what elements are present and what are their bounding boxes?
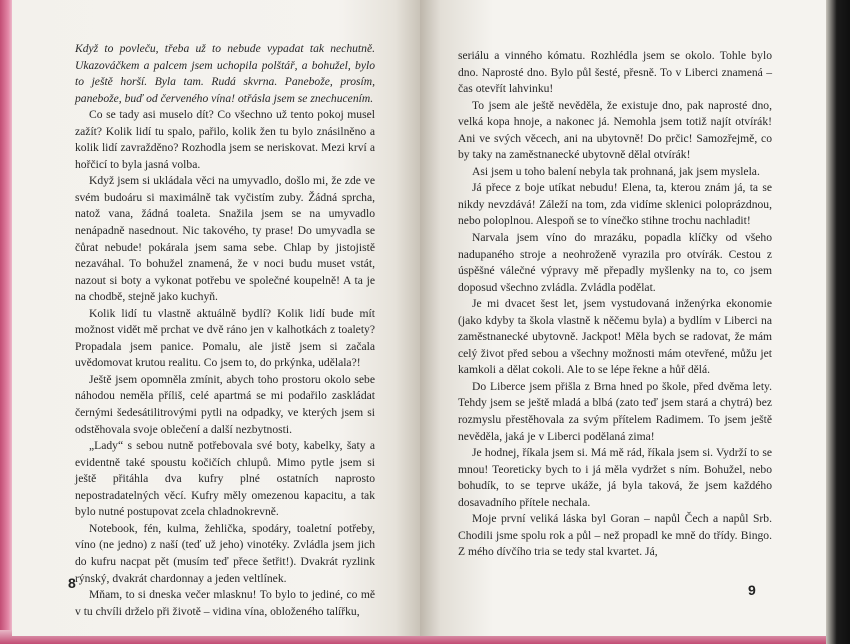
- page-number-right: 9: [748, 582, 756, 598]
- right-paragraph: seriálu a vinného kómatu. Rozhlédla jsem se okolo. Tohle bylo dno. Naprosté dno. Bylo půl šesté, přesně. To v Liberci znamená – čas otevřít lahvinku!: [458, 49, 772, 96]
- left-paragraph: Ještě jsem opomněla zmínit, abych toho prostoru okolo sebe náhodou neměla příliš, celé apartmá se mi podařilo zaskládat černými šedesátilitrovými pytli na odpadky, ve kterých jsem si odstěhovala svoje oblečení a další nezbytnosti.: [75, 372, 375, 436]
- left-page-text: [75, 41, 375, 620]
- left-paragraph: Kolik lidí tu vlastně aktuálně bydlí? Kolik lidí bude mít možnost vidět mě prchat ve dvě ráno jen v kalhotkách z toalety? Propadala jsem panice. Pomalu, ale jistě jsem si začala uvědomovat krutou realitu. Co jsem to, do prkýnka, udělala?!: [75, 306, 375, 370]
- right-page-text: [458, 48, 772, 561]
- left-paragraph: Notebook, fén, kulma, žehlička, spodáry, toaletní potřeby, víno (ne jedno) z naší (teď už jeho) vinotéky. Zvládla jsem jich do kufru nacpat pět (musím teď přece šetřit!). Dvakrát ryzlink rýnský, dvakrát chardonnay a jeden veltlínek.: [75, 521, 375, 585]
- right-paragraph: Do Liberce jsem přišla z Brna hned po škole, před dvěma lety. Tehdy jsem se ještě mladá a blbá (zato teď jsem stará a chytrá) bez rozmyslu přestěhovala za svým přítelem Radimem. To jsem ještě nevěděla, jaká je v Liberci podělaná zima!: [458, 379, 772, 443]
- right-paragraph: To jsem ale ještě nevěděla, že existuje dno, pak naprosté dno, velká kopa hnoje, a nakonec já. Nemohla jsem totiž najít otvírák! Ani ve svých věcech, ani na ubytovně! Do prčic! Samozřejmě, co by taky na zaměstnanecké ubytovně dělal otvírák!: [458, 98, 772, 162]
- right-page: [420, 0, 826, 636]
- right-paragraph: Asi jsem u toho balení nebyla tak prohnaná, jak jsem myslela.: [472, 164, 760, 178]
- left-paragraph: Když jsem si ukládala věci na umyvadlo, došlo mi, že zde ve svém budoáru si maximálně tak vyčistím zuby. Žádná sprcha, natož vana, žádná toaleta. Snažila jsem se na umyvadlo nenápadně nasednout. Nic takového, ty prase! Do umyvadla se čůrat nebude! pokárala jsem sama sebe. Chlap by jistojistě nezaváhal. To bohužel znamená, že v noci budu muset vstát, nazout si boty a vykonat potřebu ve společné koupelně! A ta je na chodbě, stejně jako kuchyň.: [75, 174, 375, 304]
- page-number-left: 8: [68, 575, 76, 591]
- right-paragraph: Narvala jsem víno do mrazáku, popadla klíčky od všeho nadupaného stroje a neohroženě vyrazila pro otvírák. Cestou z úspěšné válečné výpravy mě přepadly myšlenky na to, co jsem doposud všechno zvládla. Zvládla podělat.: [458, 231, 772, 294]
- left-paragraph: Co se tady asi muselo dít? Co všechno už tento pokoj musel zažít? Kolik lidí tu spalo, pařilo, kolik žen tu bylo znásilněno a kolik lidí zavražděno? Rozhodla jsem se neriskovat. Mezi krví a hořčicí to byla jasná volba.: [75, 108, 375, 171]
- right-paragraph: Je hodnej, říkala jsem si. Má mě rád, říkala jsem si. Vydrží to se mnou! Teoreticky bych to i já měla vydržet s ním. Bohužel, nebo bohudík, to se teprve ukáže, já byla taková, že jsem každého dosavadního přítele nechala.: [458, 446, 772, 509]
- left-paragraph: „Lady“ s sebou nutně potřebovala své boty, kabelky, šaty a evidentně také spoustu kočičích chlupů. Mimo pytle jsem si ještě přitáhla dva kufry plné ostatních naprosto nepostradatelných věcí. Kufry měly omezenou kapacitu, a tak bylo nutné postupovat zcela chladnokrevně.: [75, 439, 375, 519]
- left-paragraph: Když to povleču, třeba už to nebude vypadat tak nechutně. Ukazováčkem a palcem jsem uchopila polštář, a bohužel, bylo to ještě horší. Byla tam. Rudá skvrna. Panebože, prosím, panebože, buď od červeného vína! otřásla jsem se znechucením.: [75, 42, 375, 105]
- left-page: [12, 0, 420, 636]
- left-paragraph: Mňam, to si dneska večer mlasknu! To bylo to jediné, co mě v tu chvíli drželo při životě – vidina vína, obloženého talířku,: [75, 588, 375, 618]
- right-paragraph: Moje první veliká láska byl Goran – napůl Čech a napůl Srb. Chodili jsme spolu rok a půl – než propadl ke mně do třídy. Bingo. Z mého dívčího tria se tedy stal kvartet. Já,: [458, 512, 772, 559]
- right-paragraph: Je mi dvacet šest let, jsem vystudovaná inženýrka ekonomie (jako kdyby ta škola vlastně k něčemu byla) a bydlím v Liberci na zaměstnanecké ubytovně. Jackpot! Měla bych se radovat, že mám celý život před sebou a všechny možnosti mám otevřené, můžu jet kamkoli a dělat cokoli. Ale to se lépe řekne a hůř dělá.: [458, 297, 772, 377]
- right-paragraph: Já přece z boje utíkat nebudu! Elena, ta, kterou znám já, ta se nikdy nevzdává! Záleží na tom, zda vidíme sklenici poloprázdnou, nebo poloplnou. Alespoň se to vínečko stihne trochu nachladit!: [458, 181, 772, 228]
- book-cover-edge-right: [826, 0, 850, 644]
